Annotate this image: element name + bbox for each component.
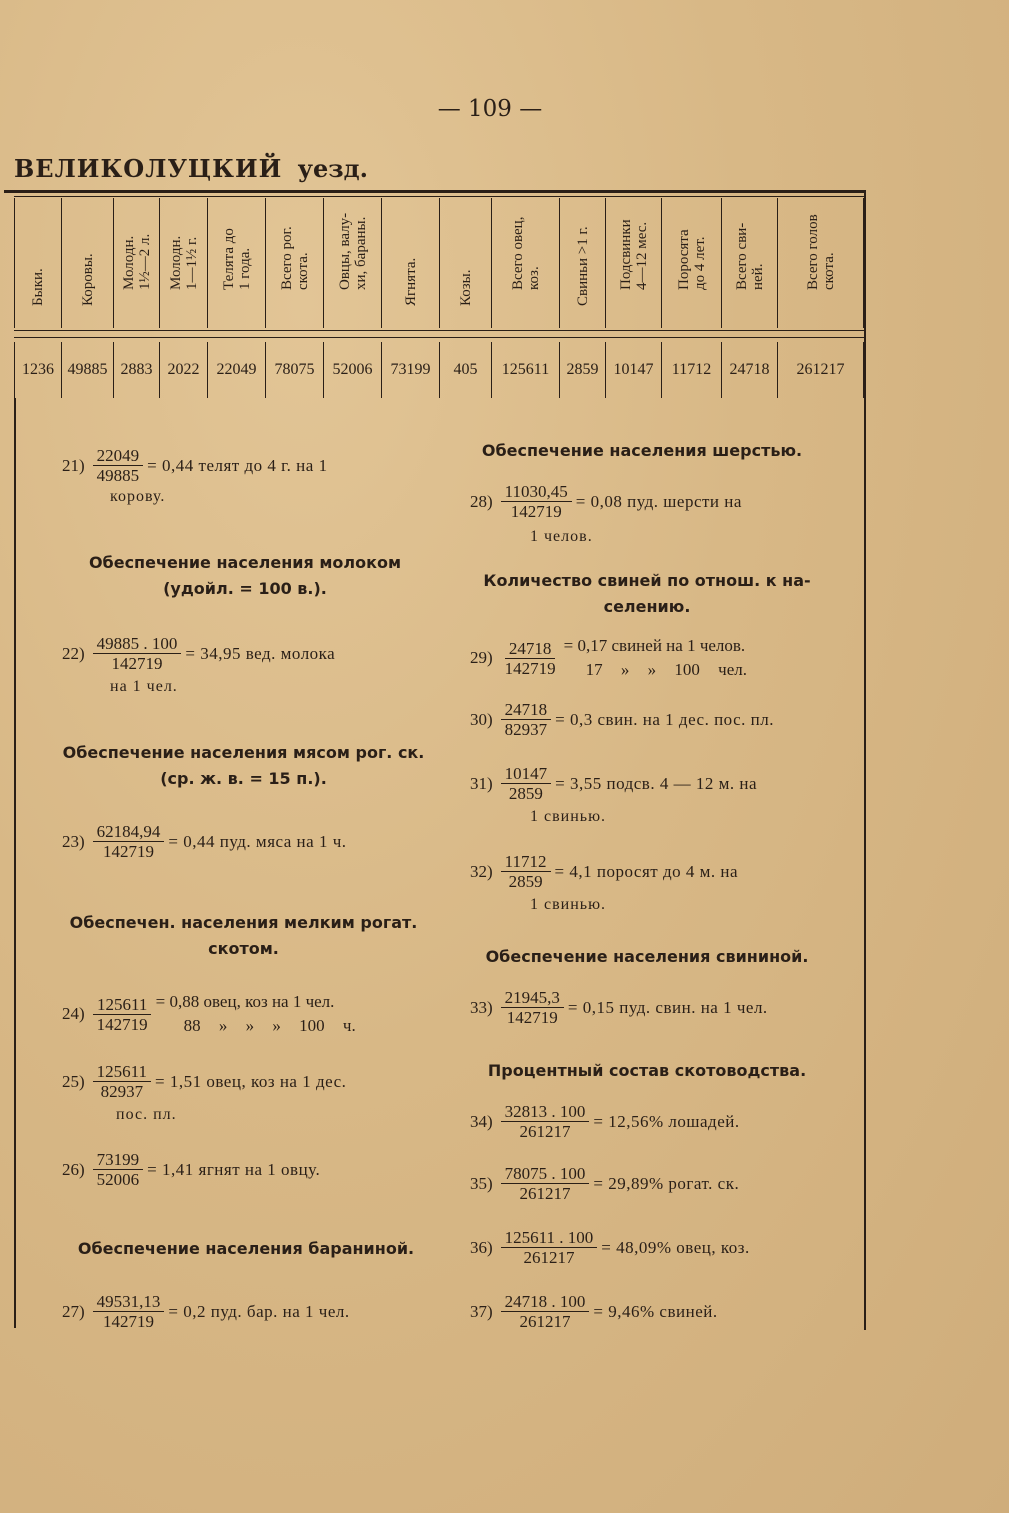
header-bottom-rule-2 <box>14 337 864 338</box>
calc-31: 31) $\frac{10147}{2859}$ = 3,55 подсв. 4 — 12 м. на <box>470 764 757 803</box>
calc-21: 21) $\frac{22049}{49885}$ = 0,44 телят до 4 г. на 1 <box>62 446 328 485</box>
col-header: Молодн. 1½—2 л. <box>114 198 160 328</box>
col-header: Свиньи >1 г. <box>560 198 606 328</box>
table-cell: 52006 <box>324 342 382 398</box>
col-header: Всего голов скота. <box>778 198 864 328</box>
col-header: Всего овец, коз. <box>492 198 560 328</box>
calc-25: 25) $\frac{125611}{82937}$ = 1,51 овец, коз на 1 дес. <box>62 1062 347 1101</box>
table-cell: 125611 <box>492 342 560 398</box>
calc-21-cont: корову. <box>110 488 166 505</box>
calc-37: 37) $\frac{24718 . 100}{261217}$ = 9,46% свиней. <box>470 1292 718 1331</box>
calc-31-cont: 1 свинью. <box>530 808 607 825</box>
col-header: Поросята до 4 лет. <box>662 198 722 328</box>
heading-pork: Обеспечение населения свининой. <box>485 947 809 966</box>
table-cell: 22049 <box>208 342 266 398</box>
calc-29: 29) $\frac{24718}{142719}$ = 0,17 свиней на 1 челов. 17 » » 100 чел. <box>470 636 748 679</box>
calc-26: 26) $\frac{73199}{52006}$ = 1,41 ягнят на 1 овцу. <box>62 1150 321 1189</box>
calc-35: 35) $\frac{78075 . 100}{261217}$ = 29,89% рогат. ск. <box>470 1164 740 1203</box>
table-cell: 261217 <box>778 342 864 398</box>
calc-24: 24) $\frac{125611}{142719}$ = 0,88 овец, коз на 1 чел. 88 » » » 100 ч. <box>62 992 356 1035</box>
col-header: Телята до 1 года. <box>208 198 266 328</box>
calc-22-cont: на 1 чел. <box>110 678 178 695</box>
col-header: Коровы. <box>62 198 114 328</box>
frame-left <box>14 398 16 1328</box>
calc-22: 22) $\frac{49885 . 100}{142719}$ = 34,95 вед. молока <box>62 634 336 673</box>
county-name: ВЕЛИКОЛУЦКИЙ <box>14 154 283 183</box>
calc-36: 36) $\frac{125611 . 100}{261217}$ = 48,09% овец, коз. <box>470 1228 750 1267</box>
heading-pigs: Количество свиней по отнош. к на- селению. <box>483 571 811 616</box>
col-header: Подсвинки 4—12 мес. <box>606 198 662 328</box>
col-header: Овцы, валу- хи, бараны. <box>324 198 382 328</box>
heading-meat: Обеспечение населения мясом рог. ск. (ср. ж. в. = 15 п.). <box>62 743 425 788</box>
calc-28: 28) $\frac{11030,45}{142719}$ = 0,08 пуд. шерсти на <box>470 482 742 521</box>
table-top-rule <box>4 190 866 193</box>
calc-32-cont: 1 свинью. <box>530 896 607 913</box>
table-cell: 11712 <box>662 342 722 398</box>
table-cell: 2022 <box>160 342 208 398</box>
table-cell: 49885 <box>62 342 114 398</box>
col-header: Козы. <box>440 198 492 328</box>
heading-mutton: Обеспечение населения бараниной. <box>77 1239 415 1258</box>
calc-34: 34) $\frac{32813 . 100}{261217}$ = 12,56% лошадей. <box>470 1102 740 1141</box>
col-header: Всего рог. скота. <box>266 198 324 328</box>
calc-27: 27) $\frac{49531,13}{142719}$ = 0,2 пуд. бар. на 1 чел. <box>62 1292 350 1331</box>
page-title <box>14 154 368 183</box>
table-cell: 10147 <box>606 342 662 398</box>
heading-milk: Обеспечение населения молоком (удойл. = 100 в.). <box>88 553 402 598</box>
col-header: Всего сви- ней. <box>722 198 778 328</box>
calc-25-cont: пос. пл. <box>116 1106 177 1123</box>
calc-32: 32) $\frac{11712}{2859}$ = 4,1 поросят до 4 м. на <box>470 852 738 891</box>
page-number: — 109 — <box>437 96 543 122</box>
table-cell: 73199 <box>382 342 440 398</box>
table-row <box>14 342 864 398</box>
county-suffix: уезд. <box>297 154 368 183</box>
table-cell: 2883 <box>114 342 160 398</box>
calc-23: 23) $\frac{62184,94}{142719}$ = 0,44 пуд. мяса на 1 ч. <box>62 822 347 861</box>
col-header: Молодн. 1—1½ г. <box>160 198 208 328</box>
frame-right <box>864 190 866 1330</box>
calc-33: 33) $\frac{21945,3}{142719}$ = 0,15 пуд. свин. на 1 чел. <box>470 988 768 1027</box>
col-header: Быки. <box>14 198 62 328</box>
header-bottom-rule <box>14 330 864 331</box>
heading-wool: Обеспечение населения шерстью. <box>481 441 803 460</box>
col-header: Ягнята. <box>382 198 440 328</box>
table-top-rule-thin <box>14 196 864 197</box>
table-cell: 405 <box>440 342 492 398</box>
calc-28-cont: 1 челов. <box>530 528 593 545</box>
table-cell: 78075 <box>266 342 324 398</box>
heading-percent: Процентный состав скотоводства. <box>487 1061 807 1080</box>
table-cell: 24718 <box>722 342 778 398</box>
calc-30: 30) $\frac{24718}{82937}$ = 0,3 свин. на 1 дес. пос. пл. <box>470 700 774 739</box>
table-header <box>14 198 864 328</box>
table-cell: 1236 <box>14 342 62 398</box>
table-cell: 2859 <box>560 342 606 398</box>
heading-small-cattle: Обеспечен. населения мелким рогат. скотом. <box>69 913 418 958</box>
